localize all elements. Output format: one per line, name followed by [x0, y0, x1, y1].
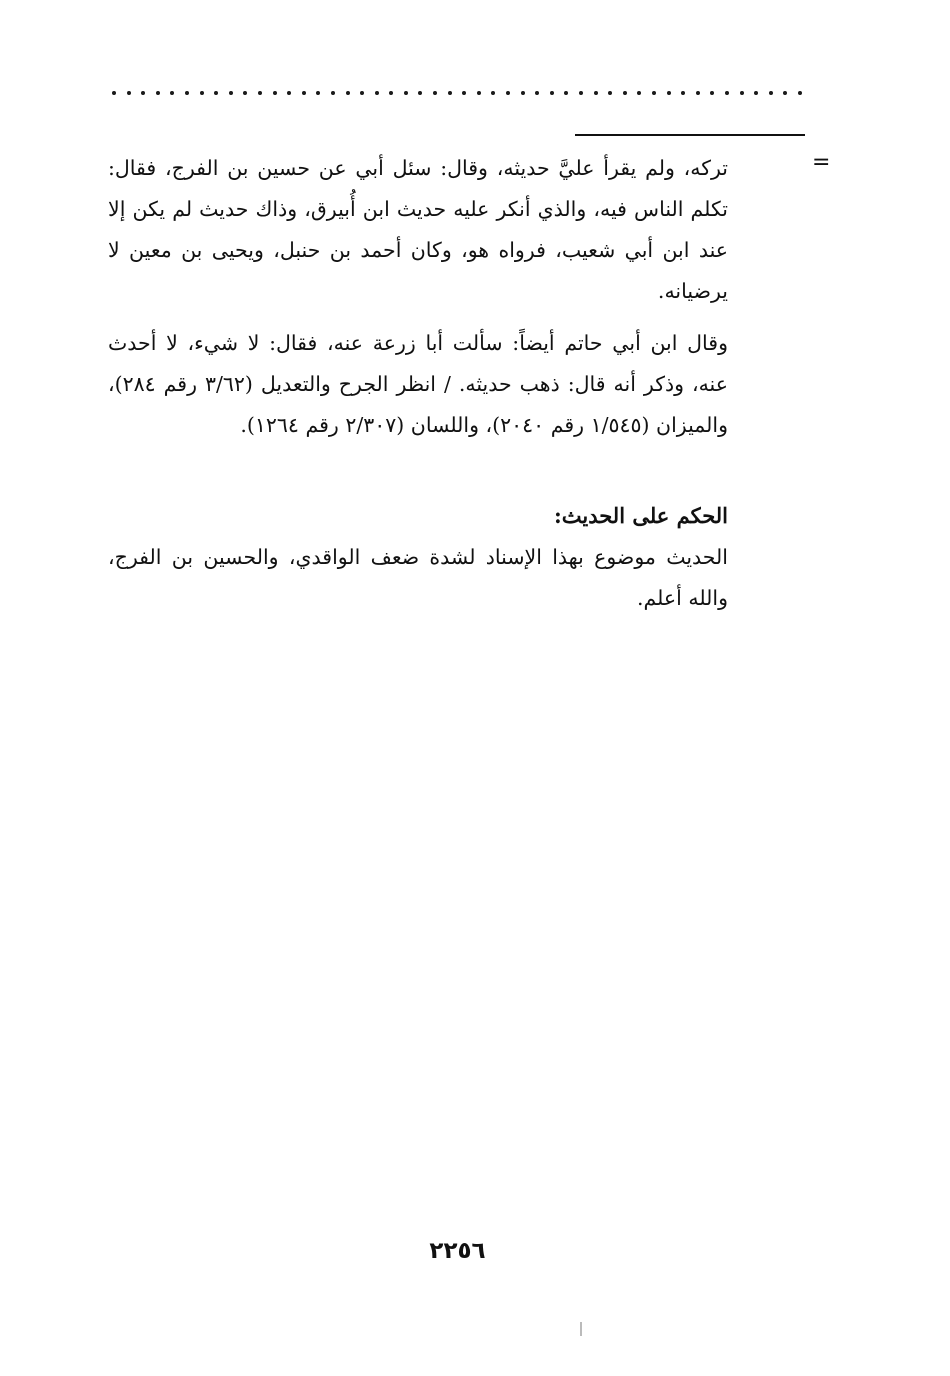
footnote-paragraph-2: وقال ابن أبي حاتم أيضاً: سألت أبا زرعة عنه، فقال: لا شيء، لا أحدث عنه، وذكر أنه قال: ذهب حديثه. / انظر الجرح والتعديل (٣/٦٢ رقم ٢٨٤)، والميزان (١/٥٤٥ رقم ٢٠٤٠)، واللسان (٢/٣٠٧ رقم ١٢٦٤). — [108, 331, 728, 437]
footnote-continuation-mark: = — [812, 150, 831, 175]
footnote-paragraph-1: تركه، ولم يقرأ عليَّ حديثه، وقال: سئل أبي عن حسين بن الفرج، فقال: تكلم الناس فيه، والذي أنكر عليه حديث ابن أُبيرق، وذاك حديث لم يكن إلا عند ابن أبي شعيب، فرواه هو، وكان أحمد بن حنبل، ويحيى بن معين لا يرضيانه. — [108, 156, 728, 303]
ruling-heading: الحكم على الحديث: — [554, 503, 728, 528]
dotted-separator — [112, 86, 802, 100]
scan-artifact-mark — [580, 1322, 582, 1336]
page-number: ٢٢٥٦ — [429, 1238, 486, 1264]
ruling-text: الحديث موضوع بهذا الإسناد لشدة ضعف الواقدي، والحسين بن الفرج، والله أعلم. — [108, 545, 728, 610]
footnote-separator-line — [575, 134, 805, 136]
